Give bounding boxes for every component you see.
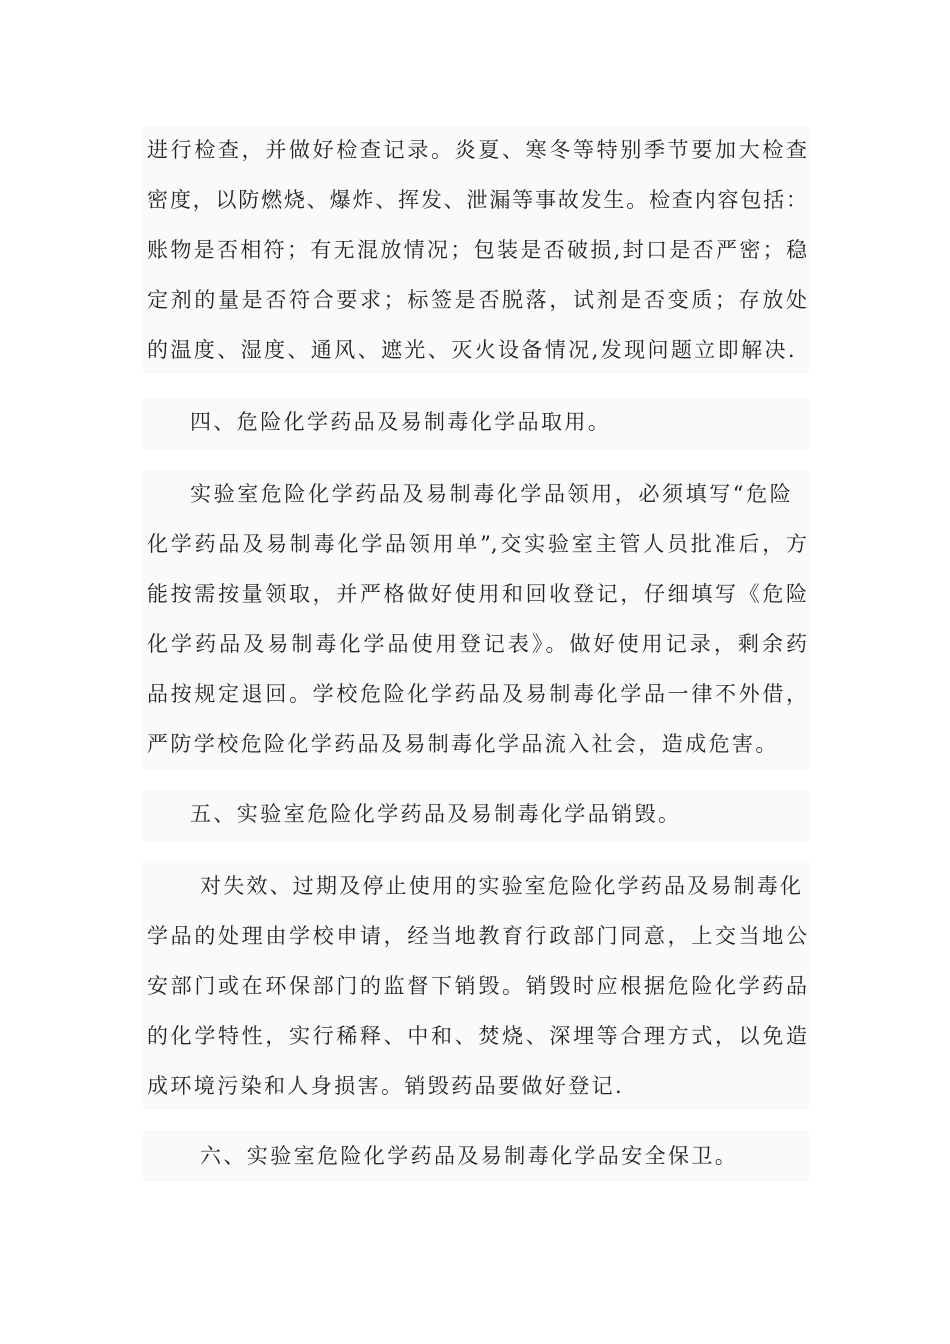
paragraph-line: 学品的处理由学校申请，经当地教育行政部门同意，上交当地公 bbox=[147, 924, 807, 948]
paragraph-line: 化学药品及易制毒化学品领用单”,交实验室主管人员批准后，方 bbox=[147, 532, 807, 556]
paragraph-line: 的温度、湿度、通风、遮光、灭火设备情况,发现问题立即解决. bbox=[147, 338, 797, 362]
paragraph-line: 安部门或在环保部门的监督下销毁。销毁时应根据危险化学药品 bbox=[147, 974, 807, 998]
paragraph-line: 品按规定退回。学校危险化学药品及易制毒化学品一律不外借， bbox=[147, 682, 807, 706]
paragraph-line: 对失效、过期及停止使用的实验室危险化学药品及易制毒化 bbox=[200, 874, 804, 898]
paragraph-line: 的化学特性，实行稀释、中和、焚烧、深埋等合理方式，以免造 bbox=[147, 1024, 807, 1048]
section-heading-5: 五、实验室危险化学药品及易制毒化学品销毁。 bbox=[190, 802, 682, 826]
section-heading-4: 四、危险化学药品及易制毒化学品取用。 bbox=[190, 410, 612, 434]
paragraph-line: 账物是否相符；有无混放情况；包装是否破损,封口是否严密；稳 bbox=[147, 238, 807, 262]
paragraph-line: 定剂的量是否符合要求；标签是否脱落，试剂是否变质；存放处 bbox=[147, 288, 807, 312]
paragraph-line: 化学药品及易制毒化学品使用登记表》。做好使用记录，剩余药 bbox=[147, 632, 807, 656]
paragraph-line: 密度，以防燃烧、爆炸、挥发、泄漏等事故发生。检查内容包括： bbox=[147, 188, 807, 212]
paragraph-line: 严防学校危险化学药品及易制毒化学品流入社会，造成危害。 bbox=[147, 732, 779, 756]
paragraph-line: 成环境污染和人身损害。销毁药品要做好登记. bbox=[147, 1074, 625, 1098]
text-shading-block-3 bbox=[143, 470, 809, 770]
paragraph-line: 实验室危险化学药品及易制毒化学品领用，必须填写“危险 bbox=[190, 482, 794, 506]
paragraph-line: 进行检查，并做好检查记录。炎夏、寒冬等特别季节要加大检查 bbox=[147, 138, 807, 162]
section-heading-6: 六、实验室危险化学药品及易制毒化学品安全保卫。 bbox=[200, 1144, 739, 1168]
paragraph-line: 能按需按量领取，并严格做好使用和回收登记，仔细填写《危险 bbox=[147, 582, 807, 606]
